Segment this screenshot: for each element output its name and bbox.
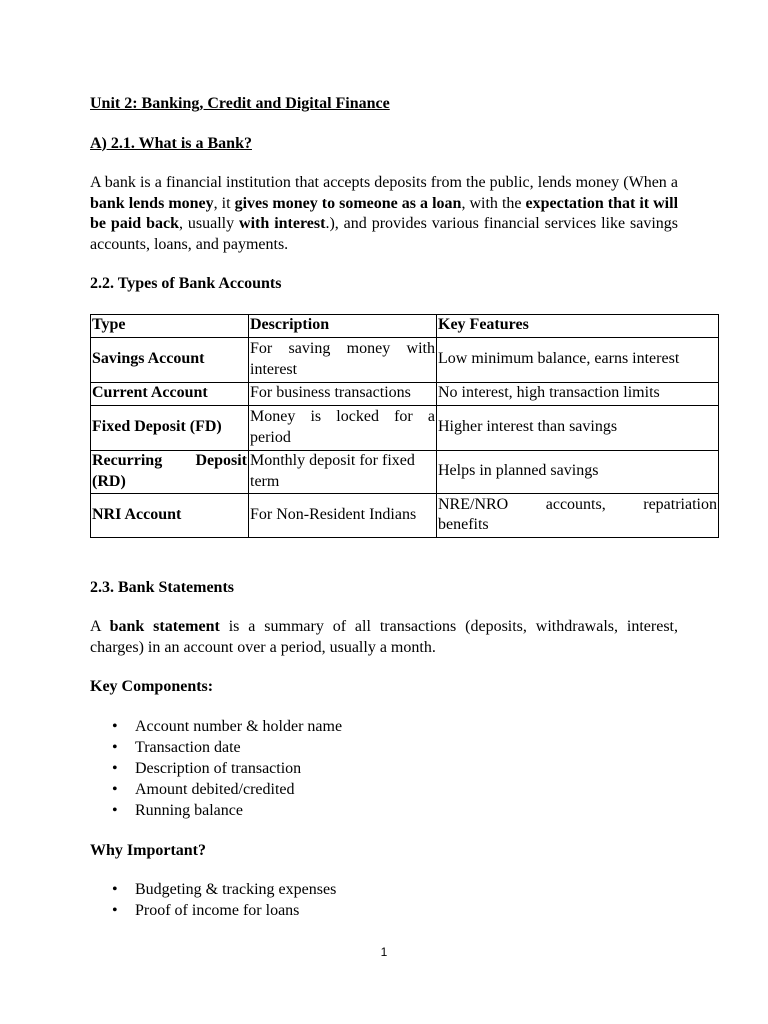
table-cell-description: For saving money with interest xyxy=(249,337,437,382)
bank-account-types-table xyxy=(90,314,719,538)
text-run: A xyxy=(90,618,110,635)
bullet-icon: • xyxy=(112,759,118,777)
table-row xyxy=(91,493,719,537)
why-important-list xyxy=(90,880,678,922)
feature-word: repatriation xyxy=(643,495,717,513)
feature-word: NRE/NRO xyxy=(438,495,509,513)
table-row xyxy=(91,337,719,382)
table-cell-description: Money is locked for a period xyxy=(249,405,437,450)
list-item-text: Account number & holder name xyxy=(135,717,343,735)
table-row xyxy=(91,405,719,450)
list-item-text: Transaction date xyxy=(135,738,241,756)
bold-run: bank lends money xyxy=(90,194,214,212)
document-title: Unit 2: Banking, Credit and Digital Finance xyxy=(90,95,390,112)
list-item xyxy=(90,717,678,738)
document-page xyxy=(90,94,717,941)
bold-run: bank statement xyxy=(109,618,220,635)
bullet-icon: • xyxy=(112,881,118,898)
list-item xyxy=(90,738,678,759)
bullet-icon: • xyxy=(112,780,118,798)
type-line-1 xyxy=(92,451,247,472)
header-cell-type: Type xyxy=(91,314,249,337)
list-item-text: Proof of income for loans xyxy=(135,902,300,919)
table-cell-description: Monthly deposit for fixed term xyxy=(249,450,437,493)
bullet-icon: • xyxy=(112,801,118,819)
table-row xyxy=(91,450,719,493)
list-item xyxy=(90,901,678,922)
table-cell-description: For Non-Resident Indians xyxy=(249,493,437,537)
table-cell-features: Low minimum balance, earns interest xyxy=(437,337,719,382)
bold-run: with interest xyxy=(239,215,326,232)
list-item xyxy=(90,759,678,780)
bullet-icon: • xyxy=(112,902,118,919)
feature-word: accounts, xyxy=(545,495,606,513)
table-cell-type: Savings Account xyxy=(91,337,249,382)
table-cell-description: For business transactions xyxy=(249,382,437,405)
bold-run: gives money to someone as a loan xyxy=(234,194,462,212)
features-line-2: benefits xyxy=(438,516,489,533)
table-cell-features: Helps in planned savings xyxy=(437,450,719,493)
type-line-2: (RD) xyxy=(92,472,126,490)
section-what-is-bank-heading: A) 2.1. What is a Bank? xyxy=(90,134,252,152)
table-cell-features: No interest, high transaction limits xyxy=(437,382,719,405)
section-statements-heading: 2.3. Bank Statements xyxy=(90,578,235,596)
list-item-text: Running balance xyxy=(135,801,243,819)
list-item-text: Description of transaction xyxy=(135,759,302,777)
type-word: Recurring xyxy=(92,452,163,469)
table-cell-type: Current Account xyxy=(91,382,249,405)
bullet-icon: • xyxy=(112,738,118,756)
text-run: , it xyxy=(213,194,235,212)
table-cell-type: NRI Account xyxy=(91,493,249,537)
list-item xyxy=(90,780,678,801)
key-components-list xyxy=(90,717,678,822)
text-run: , usually xyxy=(178,215,240,232)
bullet-icon: • xyxy=(112,717,118,735)
section-types-heading: 2.2. Types of Bank Accounts xyxy=(90,275,282,292)
table-cell-features xyxy=(437,493,719,537)
why-important-heading: Why Important? xyxy=(90,841,207,859)
header-cell-key-features: Key Features xyxy=(437,314,719,337)
text-run: A bank is a financial institution that accepts deposits from the public, lends money (When a xyxy=(90,174,678,191)
header-cell-description: Description xyxy=(249,314,437,337)
key-components-heading: Key Components: xyxy=(90,678,214,695)
list-item-text: Budgeting & tracking expenses xyxy=(135,881,337,898)
bank-definition-paragraph xyxy=(90,173,678,255)
text-run: is a summary of all transactions (deposits, withdrawals, interest, charges) in an account over a period, usually a month. xyxy=(90,618,678,656)
table-cell-features: Higher interest than savings xyxy=(437,405,719,450)
table-cell-type xyxy=(91,450,249,493)
type-word: Deposit xyxy=(195,452,247,469)
page-number: 1 xyxy=(380,945,388,959)
list-item-text: Amount debited/credited xyxy=(135,780,295,798)
bank-statement-paragraph xyxy=(90,617,678,658)
table-row xyxy=(91,382,719,405)
features-line-1 xyxy=(438,495,717,516)
list-item xyxy=(90,880,678,901)
list-item xyxy=(90,801,678,822)
text-run: , with the xyxy=(461,194,526,212)
text-run: .), and provides various financial services like savings accounts, loans, and payments. xyxy=(90,215,679,253)
bold-run: expectation that it will be paid back xyxy=(90,194,679,232)
table-header-row xyxy=(91,314,719,337)
table-cell-type: Fixed Deposit (FD) xyxy=(91,405,249,450)
